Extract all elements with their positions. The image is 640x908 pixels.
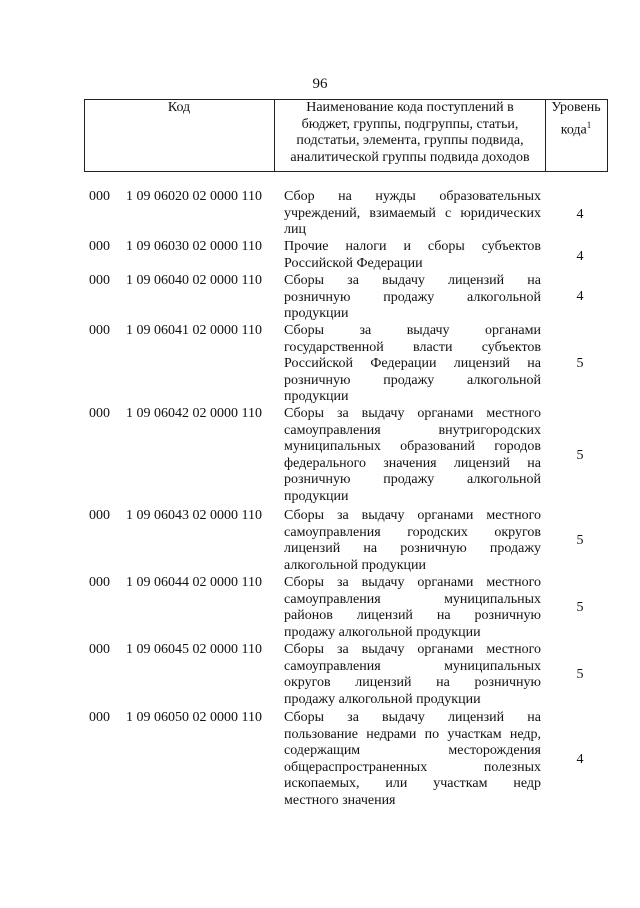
row-level: 4 xyxy=(576,207,584,222)
row-code: 1 09 06042 02 0000 110 xyxy=(126,406,262,421)
row-code: 1 09 06045 02 0000 110 xyxy=(126,642,262,657)
footnote-marker: 1 xyxy=(586,119,592,130)
row-name xyxy=(284,239,541,272)
row-name xyxy=(284,575,541,641)
row-name-line: пользование недрами по участкам недр, xyxy=(284,726,541,742)
row-level: 5 xyxy=(576,667,584,682)
row-name-line: Сборы за выдачу органами местного xyxy=(284,642,541,657)
row-name-line: Прочие налоги и сборы субъектов xyxy=(284,239,541,254)
row-name-line: продажу алкогольной продукции xyxy=(284,624,481,640)
row-prefix: 000 xyxy=(89,710,110,725)
row-prefix: 000 xyxy=(89,642,110,657)
row-name-line: продукции xyxy=(284,306,349,321)
row-name-line: местного значения xyxy=(284,792,396,808)
row-name-line: самоуправления муниципальных xyxy=(284,658,541,674)
row-prefix: 000 xyxy=(89,323,110,338)
row-level: 5 xyxy=(576,448,584,463)
row-name xyxy=(284,508,541,574)
row-name-line: государственной власти субъектов xyxy=(284,339,541,355)
header-level-line: Уровень xyxy=(551,100,601,115)
header-level-line xyxy=(545,117,607,139)
row-level: 4 xyxy=(576,289,584,304)
header-level-text: кода xyxy=(560,122,587,138)
row-prefix: 000 xyxy=(89,189,110,204)
row-name-line: продукции xyxy=(284,389,349,404)
row-name-line: округов лицензий на розничную xyxy=(284,675,541,690)
row-code: 1 09 06041 02 0000 110 xyxy=(126,323,262,338)
row-name-line: розничную продажу алкогольной xyxy=(284,372,541,388)
row-name-line: Сборы за выдачу органами местного xyxy=(284,406,541,421)
row-prefix: 000 xyxy=(89,508,110,523)
row-name-line: розничную продажу алкогольной xyxy=(284,289,541,305)
row-name xyxy=(284,710,541,809)
row-name-line: Российской Федерации лицензий на xyxy=(284,356,541,371)
row-code: 1 09 06030 02 0000 110 xyxy=(126,239,262,254)
row-name-line: самоуправления муниципальных xyxy=(284,591,541,607)
row-code: 1 09 06040 02 0000 110 xyxy=(126,273,262,288)
row-name-line: алкогольной продукции xyxy=(284,557,426,573)
row-name-line: Российской Федерации xyxy=(284,255,423,271)
header-name-line: подстатьи, элемента, группы подвида, xyxy=(296,133,524,148)
row-level: 4 xyxy=(576,249,584,264)
row-name-line: лиц xyxy=(284,222,306,237)
row-level: 5 xyxy=(576,533,584,548)
row-name-line: лицензий на розничную продажу xyxy=(284,541,541,556)
row-name-line: продажу алкогольной продукции xyxy=(284,691,481,707)
row-name xyxy=(284,273,541,323)
row-name-line: продукции xyxy=(284,488,349,504)
row-name-line: розничную продажу алкогольной xyxy=(284,472,541,487)
row-name-line: самоуправления внутригородских xyxy=(284,422,541,438)
row-name-line: Сборы за выдачу лицензий на xyxy=(284,710,541,725)
header-right-border xyxy=(607,99,608,171)
header-level xyxy=(545,100,607,139)
row-level: 5 xyxy=(576,600,584,615)
row-name-line: муниципальных образований городов xyxy=(284,439,541,454)
row-name xyxy=(284,406,541,505)
row-prefix: 000 xyxy=(89,273,110,288)
header-name-line: бюджет, группы, подгруппы, статьи, xyxy=(301,116,519,132)
row-name-line: Сборы за выдачу органами xyxy=(284,323,541,338)
row-code: 1 09 06044 02 0000 110 xyxy=(126,575,262,590)
row-name-line: общераспространенных полезных xyxy=(284,759,541,775)
row-name-line: федерального значения лицензий на xyxy=(284,455,541,471)
header-code: Код xyxy=(167,100,191,115)
row-level: 5 xyxy=(576,356,584,371)
row-prefix: 000 xyxy=(89,575,110,590)
row-name-line: Сборы за выдачу органами местного xyxy=(284,575,541,590)
row-prefix: 000 xyxy=(89,239,110,254)
row-name-line: Сборы за выдачу органами местного xyxy=(284,508,541,523)
row-code: 1 09 06020 02 0000 110 xyxy=(126,189,262,204)
header-name-line: Наименование кода поступлений в xyxy=(306,100,514,115)
row-level: 4 xyxy=(576,752,584,767)
row-name xyxy=(284,642,541,708)
row-name-line: Сборы за выдачу лицензий на xyxy=(284,273,541,288)
row-name-line: учреждений, взимаемый с юридических xyxy=(284,205,541,221)
row-code: 1 09 06050 02 0000 110 xyxy=(126,710,262,725)
row-name-line: самоуправления городских округов xyxy=(284,524,541,540)
row-name xyxy=(284,323,541,406)
row-code: 1 09 06043 02 0000 110 xyxy=(126,508,262,523)
row-name-line: районов лицензий на розничную xyxy=(284,608,541,623)
row-name-line: Сбор на нужды образовательных xyxy=(284,189,541,204)
row-name-line: ископаемых, или участкам недр xyxy=(284,776,541,791)
header-name xyxy=(275,100,545,166)
header-name-line: аналитической группы подвида доходов xyxy=(290,149,530,165)
header-bottom-rule xyxy=(84,171,608,172)
row-prefix: 000 xyxy=(89,406,110,421)
page-number: 96 xyxy=(312,76,328,92)
row-name xyxy=(284,189,541,239)
row-name-line: содержащим месторождения xyxy=(284,743,541,758)
